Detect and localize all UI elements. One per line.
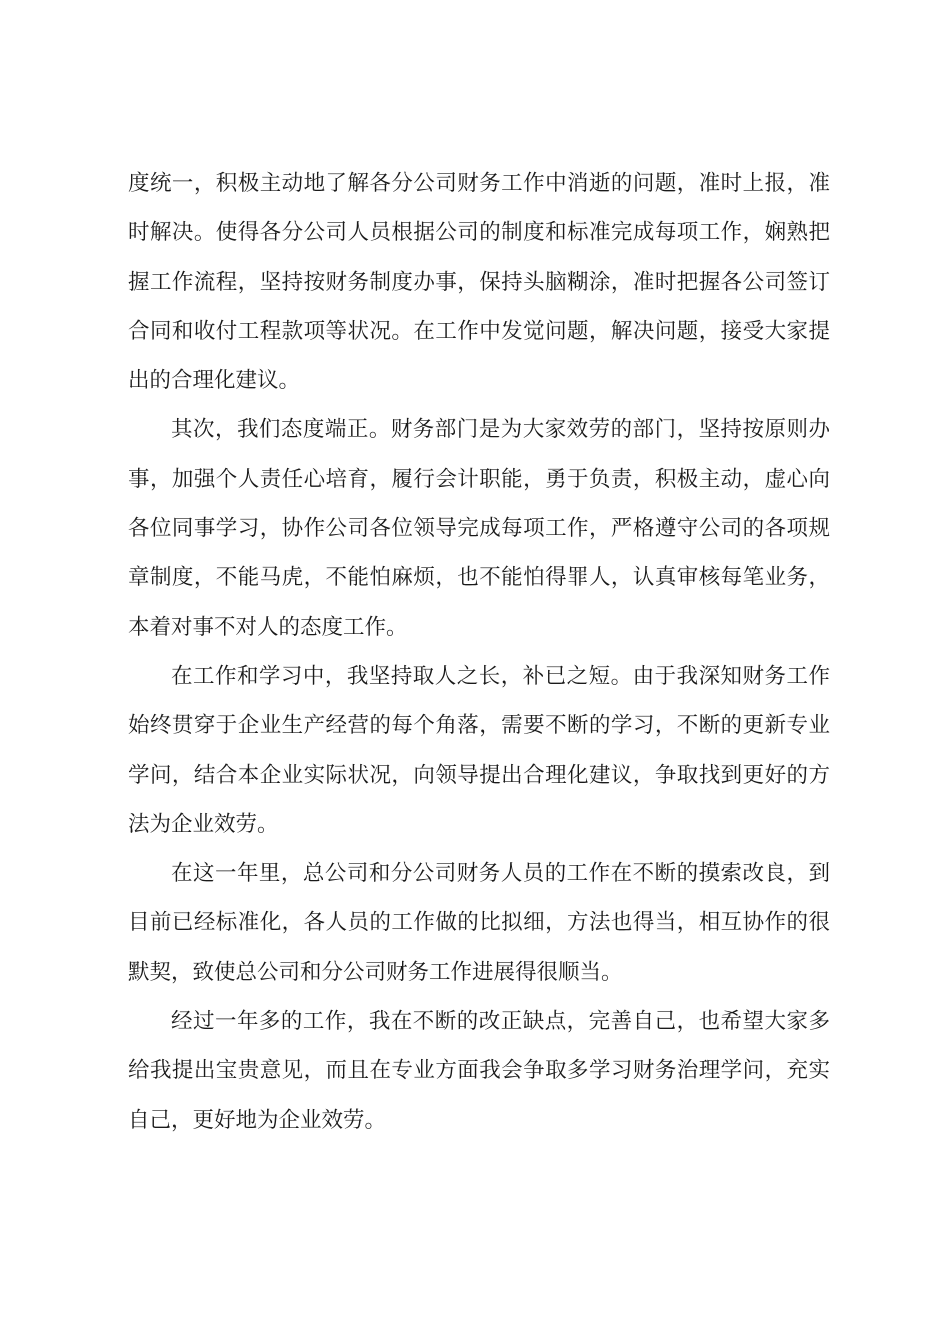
paragraph-attitude: 其次，我们态度端正。财务部门是为大家效劳的部门，坚持按原则办事，加强个人责任心培育，履行会计职能，勇于负责，积极主动，虚心向各位同事学习，协作公司各位领导完成每项工作，严格遵守公司的各项规章制度，不能马虎，不能怕麻烦，也不能怕得罪人，认真审核每笔业务，本着对事不对人的态度工作。 [128, 417, 830, 640]
paragraph-continued: 度统一，积极主动地了解各分公司财务工作中消逝的问题，准时上报，准时解决。使得各分公司人员根据公司的制度和标准完成每项工作，娴熟把握工作流程，坚持按财务制度办事，保持头脑糊涂，准时把握各公司签订合同和收付工程款项等状况。在工作中发觉问题，解决问题，接受大家提出的合理化建议。 [128, 171, 830, 394]
paragraph-learning: 在工作和学习中，我坚持取人之长，补已之短。由于我深知财务工作始终贯穿于企业生产经营的每个角落，需要不断的学习，不断的更新专业学问，结合本企业实际状况，向领导提出合理化建议，争取找到更好的方法为企业效劳。 [128, 663, 830, 837]
paragraph-closing: 经过一年多的工作，我在不断的改正缺点，完善自己，也希望大家多给我提出宝贵意见，而且在专业方面我会争取多学习财务治理学问，充实自己，更好地为企业效劳。 [128, 1009, 830, 1133]
paragraph-year-review: 在这一年里，总公司和分公司财务人员的工作在不断的摸索改良，到目前已经标准化，各人员的工作做的比拟细，方法也得当，相互协作的很默契，致使总公司和分公司财务工作进展得很顺当。 [128, 861, 830, 985]
document-body [128, 159, 830, 1145]
